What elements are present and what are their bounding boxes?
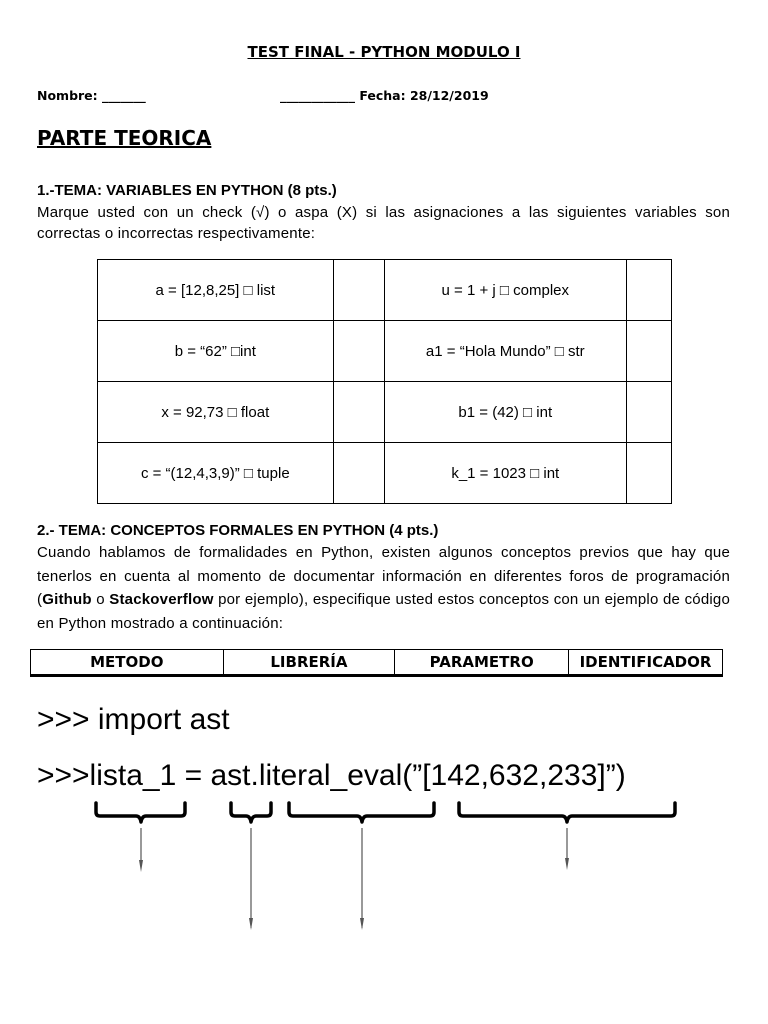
assignment-cell: b = “62” □int — [98, 321, 334, 382]
nombre-field-label: Nombre: _______ — [37, 88, 146, 103]
stackoverflow-term: Stackoverflow — [109, 591, 214, 608]
tema2-text-start: Cuando hablamos de formalidades en Python, existen algunos conceptos previos que hay que tenerlos en cuenta al momento de documentar información en diferentes foros de programación ( — [37, 544, 730, 608]
arrow-head-1 — [139, 860, 143, 872]
github-term: Github — [42, 591, 92, 608]
code-line-assignment: >>>lista_1 = ast.literal_eval(”[142,632,233]”) — [37, 759, 626, 792]
tema2-heading: 2.- TEMA: CONCEPTOS FORMALES EN PYTHON (4 pts.) — [37, 522, 439, 539]
assignment-cell: k_1 = 1023 □ int — [384, 443, 627, 504]
assignment-cell: a = [12,8,25] □ list — [98, 260, 334, 321]
bracket-lista-variable — [96, 803, 185, 822]
tema2-text-or: o — [91, 591, 110, 608]
column-header-libreria: LIBRERÍA — [223, 650, 395, 675]
tema1-heading: 1.-TEMA: VARIABLES EN PYTHON (8 pts.) — [37, 182, 337, 199]
bracket-literal-eval-method — [289, 803, 434, 822]
exam-title: TEST FINAL - PYTHON MODULO I — [247, 43, 521, 61]
bracket-string-parameter — [459, 803, 675, 822]
assignment-cell: b1 = (42) □ int — [384, 382, 627, 443]
code-line-import: >>> import ast — [37, 703, 230, 736]
arrow-head-4 — [565, 858, 569, 870]
column-header-metodo: METODO — [31, 650, 224, 675]
section-title: PARTE TEORICA — [37, 126, 212, 150]
bracket-ast-module — [231, 803, 271, 822]
column-header-identificador: IDENTIFICADOR — [569, 650, 723, 675]
arrow-head-3 — [360, 918, 364, 930]
assignment-cell: c = “(12,4,3,9)” □ tuple — [98, 443, 334, 504]
arrow-head-2 — [249, 918, 253, 930]
fecha-field-label: ____________ Fecha: 28/12/2019 — [280, 88, 489, 103]
tema1-instructions: Marque usted con un check (√) o aspa (X) si las asignaciones a las siguientes variables son correctas o incorrectas respectivamente: — [37, 204, 730, 242]
tema2-text-end: por ejemplo), especifique usted estos conceptos con un ejemplo de código en Python mostrado a continuación: — [37, 591, 730, 632]
column-header-parametro: PARAMETRO — [395, 650, 569, 675]
assignment-cell: x = 92,73 □ float — [98, 382, 334, 443]
assignment-cell: u = 1 + j □ complex — [384, 260, 627, 321]
assignment-cell: a1 = “Hola Mundo” □ str — [384, 321, 627, 382]
